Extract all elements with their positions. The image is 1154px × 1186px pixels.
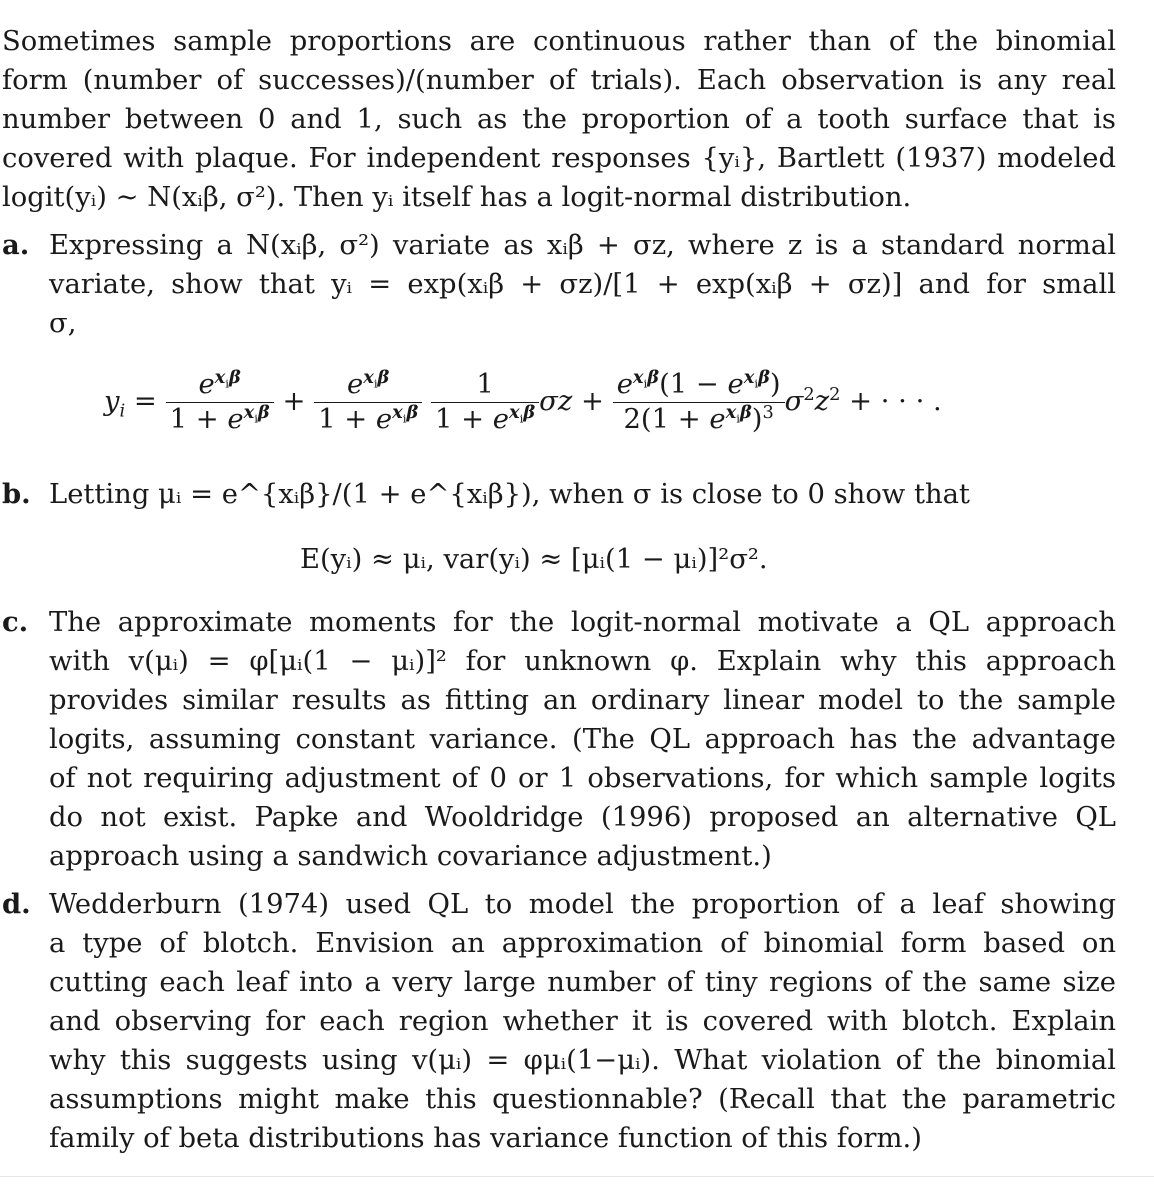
page-divider bbox=[0, 1176, 1154, 1177]
part-a-line: Expressing a N(xᵢβ, σ²) variate as xᵢβ + σz, where z is a standard normal bbox=[49, 230, 1116, 261]
part-d-line: family of beta distributions has variance function of this form.) bbox=[49, 1123, 922, 1154]
fraction: $\frac{e^{x_i\beta}(1 - e^{x_i\beta})}{2(1 + e^{x_i\beta})^3}$ bbox=[613, 368, 785, 437]
intro-line: logit(yᵢ) ∼ N(xᵢβ, σ²). Then yᵢ itself has a logit-normal distribution. bbox=[2, 182, 912, 213]
intro-line: form (number of successes)/(number of trials). Each observation is any real bbox=[2, 65, 1116, 96]
exercise-part-a bbox=[2, 226, 1116, 343]
fraction: $\frac{e^{x_i\beta}}{1 + e^{x_i\beta}}$ bbox=[314, 368, 422, 437]
part-d-line: why this suggests using v(μᵢ) = φμᵢ(1−μᵢ). What violation of the binomial bbox=[49, 1045, 1116, 1076]
part-d-line: and observing for each region whether it is covered with blotch. Explain bbox=[49, 1006, 1116, 1037]
part-c-line: logits, assuming constant variance. (The QL approach has the advantage bbox=[49, 724, 1116, 755]
fraction: $\frac{1}{1 + e^{x_i\beta}}$ bbox=[431, 368, 539, 437]
intro-line: covered with plaque. For independent responses {yᵢ}, Bartlett (1937) modeled bbox=[2, 143, 1116, 174]
part-d-line: cutting each leaf into a very large number of tiny regions of the same size bbox=[49, 967, 1116, 998]
part-a-line: σ, bbox=[49, 308, 77, 339]
part-label: a. bbox=[2, 229, 30, 261]
intro-line: Sometimes sample proportions are continuous rather than of the binomial bbox=[2, 26, 1116, 57]
part-c-line: of not requiring adjustment of 0 or 1 observations, for which sample logits bbox=[49, 763, 1116, 794]
part-b-line: Letting μᵢ = e^{xᵢβ}/(1 + e^{xᵢβ}), when σ is close to 0 show that bbox=[49, 479, 970, 510]
part-label: c. bbox=[2, 606, 29, 638]
moments-equation: E(yᵢ) ≈ μᵢ, var(yᵢ) ≈ [μᵢ(1 − μᵢ)]²σ². bbox=[300, 544, 768, 575]
part-c-line: do not exist. Papke and Wooldridge (1996) proposed an alternative QL bbox=[49, 802, 1116, 833]
taylor-expansion-equation: $y_i$ = $\frac{e^{x_i\beta}}{1 + e^{x_i\beta}}$ + $\frac{e^{x_i\beta}}{1 + e^{x_i\beta}}$ $\frac{1}{1 + e^{x_i\beta}}$ σz + $\frac{e^{x_i\beta}(1 - e^{x_i\beta})}{2(1 + e^{x_i\beta})^3}$ $\sigma^2z^2$ + · · · . bbox=[104, 366, 942, 435]
exercise-part-c bbox=[2, 603, 1116, 876]
part-d-line: assumptions might make this questionnable? (Recall that the parametric bbox=[49, 1084, 1116, 1115]
part-d-line: Wedderburn (1974) used QL to model the proportion of a leaf showing bbox=[49, 889, 1116, 920]
exercise-part-b bbox=[2, 475, 1116, 514]
exercise-part-d bbox=[2, 885, 1116, 1158]
part-c-line: The approximate moments for the logit-normal motivate a QL approach bbox=[49, 607, 1116, 638]
part-a-line: variate, show that yᵢ = exp(xᵢβ + σz)/[1 + exp(xᵢβ + σz)] and for small bbox=[49, 269, 1116, 300]
intro-paragraph bbox=[2, 22, 1116, 217]
part-label: d. bbox=[2, 888, 31, 920]
part-c-line: with v(μᵢ) = φ[μᵢ(1 − μᵢ)]² for unknown φ. Explain why this approach bbox=[49, 646, 1116, 677]
intro-line: number between 0 and 1, such as the proportion of a tooth surface that is bbox=[2, 104, 1116, 135]
part-d-line: a type of blotch. Envision an approximation of binomial form based on bbox=[49, 928, 1116, 959]
fraction: $\frac{e^{x_i\beta}}{1 + e^{x_i\beta}}$ bbox=[166, 368, 274, 437]
part-label: b. bbox=[2, 478, 31, 510]
part-c-line: approach using a sandwich covariance adjustment.) bbox=[49, 841, 772, 872]
part-c-line: provides similar results as fitting an ordinary linear model to the sample bbox=[49, 685, 1116, 716]
